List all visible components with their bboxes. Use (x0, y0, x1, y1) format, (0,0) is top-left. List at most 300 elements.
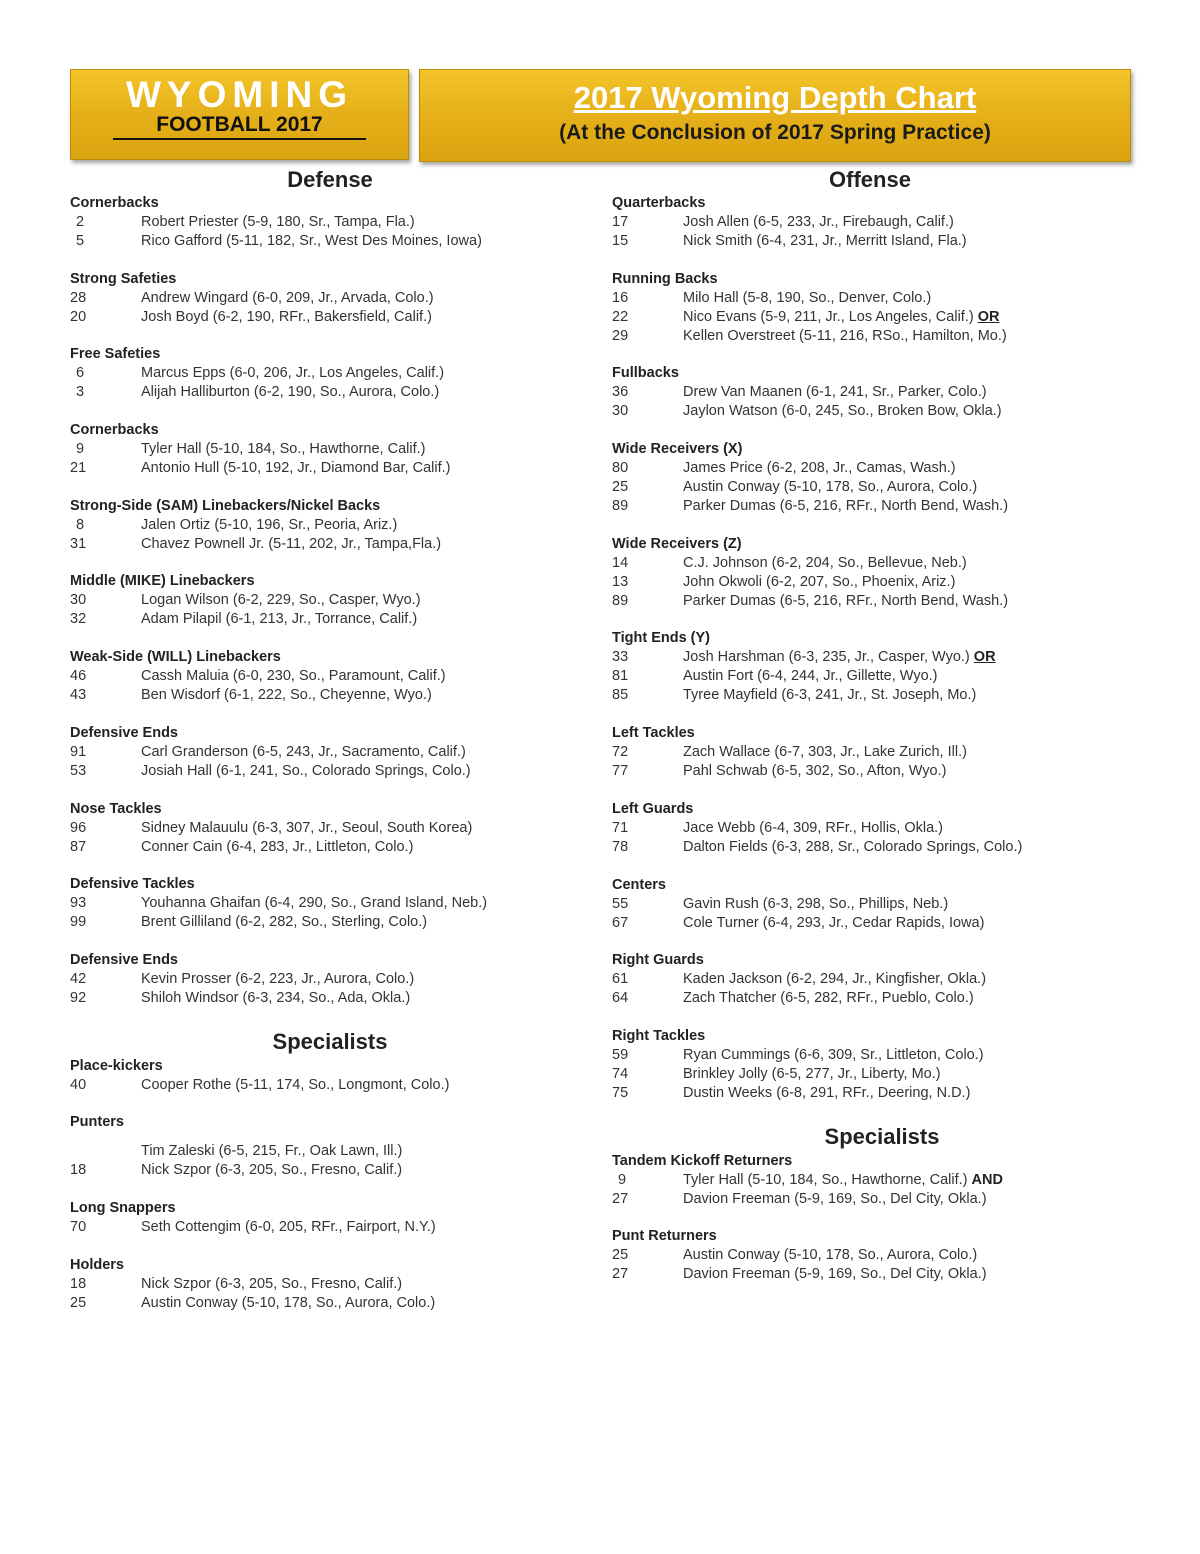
player-row (612, 648, 1152, 667)
player-name (683, 743, 967, 762)
player-bio: Gavin Rush (6-3, 298, So., Phillips, Neb.) (683, 895, 949, 912)
player-row (70, 838, 590, 857)
jersey-number: 64 (612, 990, 629, 1007)
logo-subtitle: FOOTBALL 2017 (156, 113, 323, 136)
jersey-number: 25 (612, 479, 629, 496)
jersey-number: 89 (612, 498, 629, 515)
position-title: Wide Receivers (X) (612, 441, 743, 458)
depth-qualifier: OR (977, 308, 1000, 325)
jersey-number: 74 (612, 1065, 629, 1082)
position-group (70, 724, 590, 781)
position-title: Nose Tackles (70, 800, 162, 817)
player-name (683, 289, 931, 308)
position-title: Running Backs (612, 270, 718, 287)
player-bio: Cole Turner (6-4, 293, Jr., Cedar Rapids, Iowa) (683, 914, 985, 931)
defense-heading: Defense (287, 167, 373, 192)
position-title: Cornerbacks (70, 195, 159, 211)
player-bio: Logan Wilson (6-2, 229, So., Casper, Wyo.) (141, 592, 421, 609)
player-name (683, 327, 1007, 346)
jersey-number: 8 (75, 516, 85, 533)
player-row (70, 686, 590, 705)
jersey-number: 71 (612, 819, 629, 836)
player-name (141, 970, 414, 989)
position-title: Right Tackles (612, 1027, 706, 1044)
player-row (70, 213, 590, 232)
player-name (141, 1076, 449, 1095)
position-group (70, 875, 590, 932)
player-name (683, 213, 954, 232)
player-row (70, 1275, 590, 1294)
player-bio: Pahl Schwab (6-5, 302, So., Afton, Wyo.) (683, 763, 947, 780)
player-name (683, 1265, 987, 1284)
position-title: Quarterbacks (612, 195, 706, 211)
jersey-number: 70 (70, 1218, 87, 1235)
jersey-number: 43 (70, 687, 87, 704)
player-row (70, 989, 590, 1008)
player-name (141, 1161, 402, 1180)
player-name (683, 762, 946, 781)
player-row (612, 232, 1152, 251)
jersey-number: 81 (612, 668, 629, 685)
jersey-number: 9 (75, 441, 85, 458)
position-group (612, 270, 1152, 346)
player-bio: Rico Gafford (5-11, 182, Sr., West Des Moines, Iowa) (141, 233, 482, 249)
player-name (141, 232, 482, 251)
jersey-number: 80 (612, 460, 629, 477)
jersey-number: 27 (612, 1190, 629, 1207)
jersey-number: 46 (70, 668, 87, 685)
player-bio: Brent Gilliland (6-2, 282, So., Sterling, Colo.) (141, 914, 428, 931)
player-bio: Austin Conway (5-10, 178, So., Aurora, Colo.) (683, 1247, 978, 1264)
position-title: Weak-Side (WILL) Linebackers (70, 649, 281, 666)
player-bio: Nico Evans (5-9, 211, Jr., Los Angeles, Calif.) (683, 308, 974, 325)
player-bio: Parker Dumas (6-5, 216, RFr., North Bend, Wash.) (683, 498, 1009, 515)
position-group (612, 1152, 1152, 1209)
position-title: Tandem Kickoff Returners (612, 1152, 793, 1169)
player-bio: Austin Conway (5-10, 178, So., Aurora, Colo.) (683, 479, 978, 496)
wyoming-football-logo (70, 69, 409, 160)
position-group (612, 1027, 1152, 1103)
player-name (141, 516, 397, 535)
player-row (612, 402, 1152, 421)
player-bio: Seth Cottengim (6-0, 205, RFr., Fairport, N.Y.) (141, 1218, 436, 1235)
position-title: Defensive Ends (70, 951, 178, 968)
player-name (141, 591, 421, 610)
logo-wordmark: WYOMING (126, 74, 353, 115)
position-group (612, 535, 1152, 611)
player-name (683, 648, 996, 667)
player-name (683, 1190, 987, 1209)
player-name (683, 686, 976, 705)
page-title: 2017 Wyoming Depth Chart (573, 80, 977, 115)
jersey-number: 2 (75, 214, 85, 230)
jersey-number: 99 (70, 914, 87, 931)
player-name (141, 686, 432, 705)
jersey-number: 33 (612, 649, 629, 666)
jersey-number: 67 (612, 914, 629, 931)
jersey-number: 13 (612, 573, 629, 590)
player-name (683, 573, 955, 592)
position-title: Punters (70, 1114, 124, 1131)
player-bio: Nick Smith (6-4, 231, Jr., Merritt Island, Fla.) (683, 233, 967, 249)
jersey-number: 89 (612, 592, 629, 609)
player-row (612, 1046, 1152, 1065)
player-bio: Andrew Wingard (6-0, 209, Jr., Arvada, Colo.) (141, 289, 434, 306)
jersey-number: 42 (70, 970, 87, 987)
position-title: Defensive Ends (70, 724, 178, 741)
player-name (683, 1246, 977, 1265)
jersey-number: 30 (70, 592, 87, 609)
defense-specialists-heading: Specialists (272, 1028, 388, 1054)
player-row (612, 1171, 1152, 1190)
position-group (70, 270, 590, 327)
jersey-number: 36 (612, 384, 629, 401)
jersey-number: 53 (70, 762, 87, 779)
player-name (683, 819, 943, 838)
jersey-number: 21 (70, 460, 87, 477)
player-name (141, 289, 434, 308)
player-bio: Adam Pilapil (6-1, 213, Jr., Torrance, Calif.) (141, 611, 418, 628)
player-row (70, 1142, 590, 1161)
position-group (70, 572, 590, 629)
player-name (683, 554, 967, 573)
player-bio: Carl Granderson (6-5, 243, Jr., Sacramento, Calif.) (141, 743, 466, 760)
jersey-number: 72 (612, 744, 629, 761)
player-bio: Jaylon Watson (6-0, 245, So., Broken Bow, Okla.) (683, 403, 1002, 420)
player-name (683, 895, 948, 914)
jersey-number: 27 (612, 1266, 629, 1283)
player-row (612, 213, 1152, 232)
player-row (70, 535, 590, 554)
player-row (70, 383, 590, 402)
player-bio: Josh Harshman (6-3, 235, Jr., Casper, Wyo.) (683, 649, 970, 666)
position-title: Holders (70, 1256, 124, 1273)
player-bio: Davion Freeman (5-9, 169, So., Del City, Okla.) (683, 1190, 987, 1207)
spacer (70, 1132, 590, 1142)
player-row (612, 762, 1152, 781)
player-row (70, 1294, 590, 1313)
player-name (683, 1084, 970, 1103)
jersey-number: 40 (70, 1076, 87, 1093)
player-row (612, 554, 1152, 573)
player-row (70, 743, 590, 762)
player-row (70, 913, 590, 932)
position-group (612, 194, 1152, 251)
jersey-number: 3 (75, 384, 85, 401)
position-title: Right Guards (612, 952, 704, 969)
player-row (70, 970, 590, 989)
jersey-number: 87 (70, 838, 87, 855)
player-name (141, 913, 427, 932)
page-subtitle: (At the Conclusion of 2017 Spring Practice) (559, 121, 991, 144)
jersey-number: 20 (70, 308, 87, 325)
jersey-number: 85 (612, 687, 629, 704)
player-row (70, 459, 590, 478)
player-bio: Jace Webb (6-4, 309, RFr., Hollis, Okla.) (683, 819, 944, 836)
player-name (683, 232, 967, 251)
position-title: Strong Safeties (70, 270, 177, 287)
jersey-number: 18 (70, 1275, 87, 1292)
offense-column (612, 166, 1152, 1303)
player-row (612, 308, 1152, 327)
player-row (70, 1218, 590, 1237)
player-bio: Tyler Hall (5-10, 184, So., Hawthorne, Calif.) (683, 1171, 968, 1188)
player-row (612, 478, 1152, 497)
player-bio: Zach Thatcher (6-5, 282, RFr., Pueblo, Colo.) (683, 990, 974, 1007)
player-name (683, 838, 1022, 857)
player-row (70, 440, 590, 459)
player-bio: Kellen Overstreet (5-11, 216, RSo., Hamilton, Mo.) (683, 327, 1007, 344)
player-name (683, 308, 999, 327)
player-name (141, 383, 439, 402)
position-title: Punt Returners (612, 1228, 717, 1245)
player-row (612, 289, 1152, 308)
player-bio: Marcus Epps (6-0, 206, Jr., Los Angeles, Calif.) (141, 365, 445, 382)
player-bio: Brinkley Jolly (6-5, 277, Jr., Liberty, Mo.) (683, 1065, 941, 1082)
depth-qualifier: OR (973, 649, 996, 666)
player-row (612, 592, 1152, 611)
jersey-number: 92 (70, 989, 87, 1006)
position-title: Defensive Tackles (70, 876, 195, 893)
player-bio: Josh Boyd (6-2, 190, RFr., Bakersfield, Calif.) (141, 308, 432, 325)
jersey-number: 78 (612, 838, 629, 855)
player-bio: Youhanna Ghaifan (6-4, 290, So., Grand Island, Neb.) (141, 895, 488, 912)
player-row (612, 819, 1152, 838)
jersey-number: 96 (70, 819, 87, 836)
player-bio: Alijah Halliburton (6-2, 190, So., Aurora, Colo.) (141, 384, 440, 401)
player-row (612, 989, 1152, 1008)
player-bio: Sidney Malauulu (6-3, 307, Jr., Seoul, South Korea) (141, 819, 473, 836)
player-name (683, 1171, 1003, 1190)
player-name (141, 308, 432, 327)
player-bio: Ryan Cummings (6-6, 309, Sr., Littleton, Colo.) (683, 1046, 984, 1063)
position-group (612, 951, 1152, 1008)
position-title: Left Tackles (612, 725, 695, 742)
player-bio: Austin Fort (6-4, 244, Jr., Gillette, Wyo.) (683, 668, 938, 685)
position-group (612, 1227, 1152, 1284)
position-title: Strong-Side (SAM) Linebackers/Nickel Backs (70, 497, 381, 514)
position-title: Wide Receivers (Z) (612, 535, 742, 552)
player-bio: Ben Wisdorf (6-1, 222, So., Cheyenne, Wyo.) (141, 687, 432, 704)
player-bio: Jalen Ortiz (5-10, 196, Sr., Peoria, Ariz.) (141, 516, 398, 533)
position-title: Long Snappers (70, 1199, 176, 1216)
offense-specialists-heading: Specialists (824, 1123, 940, 1149)
player-bio: Conner Cain (6-4, 283, Jr., Littleton, Colo.) (141, 838, 414, 855)
jersey-number: 28 (70, 289, 87, 306)
player-row (612, 838, 1152, 857)
player-row (70, 1076, 590, 1095)
player-name (683, 478, 977, 497)
player-name (141, 743, 466, 762)
player-bio: Zach Wallace (6-7, 303, Jr., Lake Zurich, Ill.) (683, 744, 967, 761)
player-row (612, 1084, 1152, 1103)
jersey-number: 29 (612, 327, 629, 344)
position-group (70, 1256, 590, 1313)
jersey-number: 14 (612, 554, 629, 571)
position-group (612, 440, 1152, 516)
jersey-number: 18 (70, 1162, 87, 1179)
player-bio: Chavez Pownell Jr. (5-11, 202, Jr., Tampa,Fla.) (141, 535, 442, 552)
player-row (612, 573, 1152, 592)
player-bio: Milo Hall (5-8, 190, So., Denver, Colo.) (683, 289, 932, 306)
jersey-number: 17 (612, 214, 629, 230)
position-group (612, 876, 1152, 933)
player-name (141, 762, 471, 781)
player-name (683, 1046, 984, 1065)
position-group (612, 724, 1152, 781)
player-name (683, 667, 938, 686)
offense-specialists-sections (612, 1152, 1152, 1285)
player-bio: John Okwoli (6-2, 207, So., Phoenix, Ariz.) (683, 573, 956, 590)
player-name (683, 383, 987, 402)
player-row (612, 1065, 1152, 1084)
position-group (612, 629, 1152, 705)
logo-underline (113, 138, 366, 140)
position-group (612, 800, 1152, 857)
player-name (141, 213, 415, 232)
player-name (683, 989, 974, 1008)
position-group (70, 1199, 590, 1237)
player-name (141, 364, 444, 383)
player-bio: Kevin Prosser (6-2, 223, Jr., Aurora, Colo.) (141, 970, 415, 987)
player-name (683, 402, 1002, 421)
offense-heading: Offense (829, 167, 911, 192)
jersey-number: 30 (612, 403, 629, 420)
player-row (612, 383, 1152, 402)
jersey-number: 5 (75, 233, 85, 249)
player-bio: Antonio Hull (5-10, 192, Jr., Diamond Bar, Calif.) (141, 460, 451, 477)
position-group (70, 648, 590, 705)
jersey-number: 55 (612, 895, 629, 912)
player-row (70, 1161, 590, 1180)
player-name (141, 459, 450, 478)
player-row (612, 686, 1152, 705)
jersey-number: 31 (70, 535, 87, 552)
player-bio: Austin Conway (5-10, 178, So., Aurora, Colo.) (141, 1294, 436, 1311)
player-row (612, 743, 1152, 762)
position-group (70, 421, 590, 478)
player-name (683, 970, 986, 989)
player-bio: Tyree Mayfield (6-3, 241, Jr., St. Joseph, Mo.) (683, 687, 977, 704)
player-row (612, 1246, 1152, 1265)
player-bio: Josiah Hall (6-1, 241, So., Colorado Springs, Colo.) (141, 762, 471, 779)
defense-column (70, 166, 590, 1331)
position-group (70, 951, 590, 1008)
position-group (70, 497, 590, 554)
position-title: Place-kickers (70, 1057, 163, 1074)
jersey-number: 9 (617, 1171, 627, 1188)
player-row (612, 327, 1152, 346)
player-name (141, 1218, 436, 1237)
defense-specialists-sections (70, 1057, 590, 1313)
player-bio: Parker Dumas (6-5, 216, RFr., North Bend, Wash.) (683, 592, 1009, 609)
player-bio: Tim Zaleski (6-5, 215, Fr., Oak Lawn, Ill.) (141, 1143, 403, 1160)
player-bio: Cassh Maluia (6-0, 230, So., Paramount, Calif.) (141, 668, 446, 685)
player-row (612, 459, 1152, 478)
position-title: Fullbacks (612, 365, 679, 382)
player-name (141, 1275, 402, 1294)
position-group (70, 800, 590, 857)
position-title: Free Safeties (70, 346, 161, 363)
player-bio: Robert Priester (5-9, 180, Sr., Tampa, Fla.) (141, 214, 415, 230)
jersey-number: 25 (70, 1294, 87, 1311)
player-name (683, 497, 1008, 516)
player-name (683, 1065, 941, 1084)
player-row (70, 232, 590, 251)
player-bio: Cooper Rothe (5-11, 174, So., Longmont, Colo.) (141, 1076, 450, 1093)
position-title: Middle (MIKE) Linebackers (70, 573, 255, 590)
position-title: Left Guards (612, 800, 694, 817)
player-name (141, 610, 417, 629)
player-bio: Josh Allen (6-5, 233, Jr., Firebaugh, Calif.) (683, 214, 954, 230)
defense-sections (70, 194, 590, 1008)
depth-qualifier: AND (971, 1171, 1003, 1188)
title-banner (419, 69, 1131, 162)
player-name (141, 667, 446, 686)
position-title: Cornerbacks (70, 422, 159, 439)
player-name (141, 1142, 402, 1161)
player-row (612, 497, 1152, 516)
player-row (70, 894, 590, 913)
player-row (70, 289, 590, 308)
position-group (70, 1057, 590, 1095)
player-row (612, 1190, 1152, 1209)
player-row (70, 762, 590, 781)
player-row (70, 364, 590, 383)
position-group (70, 345, 590, 402)
player-row (612, 1265, 1152, 1284)
jersey-number: 6 (75, 365, 85, 382)
player-bio: Nick Szpor (6-3, 205, So., Fresno, Calif.) (141, 1275, 403, 1292)
position-group (70, 1113, 590, 1180)
jersey-number: 16 (612, 289, 629, 306)
jersey-number: 59 (612, 1046, 629, 1063)
player-bio: Davion Freeman (5-9, 169, So., Del City, Okla.) (683, 1266, 987, 1283)
player-row (612, 970, 1152, 989)
player-name (683, 459, 956, 478)
player-name (141, 440, 425, 459)
player-row (612, 914, 1152, 933)
position-group (612, 364, 1152, 421)
player-row (70, 667, 590, 686)
player-name (141, 535, 441, 554)
player-row (612, 895, 1152, 914)
player-name (683, 592, 1008, 611)
player-name (141, 819, 472, 838)
player-name (141, 838, 413, 857)
player-name (141, 1294, 435, 1313)
player-name (141, 989, 410, 1008)
player-name (141, 894, 487, 913)
player-row (70, 610, 590, 629)
position-title: Centers (612, 876, 666, 893)
player-row (70, 591, 590, 610)
player-bio: James Price (6-2, 208, Jr., Camas, Wash.) (683, 460, 956, 477)
jersey-number: 32 (70, 611, 87, 628)
player-row (70, 819, 590, 838)
player-name (683, 914, 984, 933)
jersey-number: 91 (70, 743, 87, 760)
jersey-number: 15 (612, 233, 629, 249)
player-row (70, 516, 590, 535)
jersey-number: 93 (70, 895, 87, 912)
player-row (70, 308, 590, 327)
player-bio: Nick Szpor (6-3, 205, So., Fresno, Calif.) (141, 1162, 403, 1179)
jersey-number: 75 (612, 1084, 629, 1101)
player-bio: C.J. Johnson (6-2, 204, So., Bellevue, Neb.) (683, 554, 967, 571)
player-row (612, 667, 1152, 686)
player-bio: Tyler Hall (5-10, 184, So., Hawthorne, Calif.) (141, 441, 426, 458)
